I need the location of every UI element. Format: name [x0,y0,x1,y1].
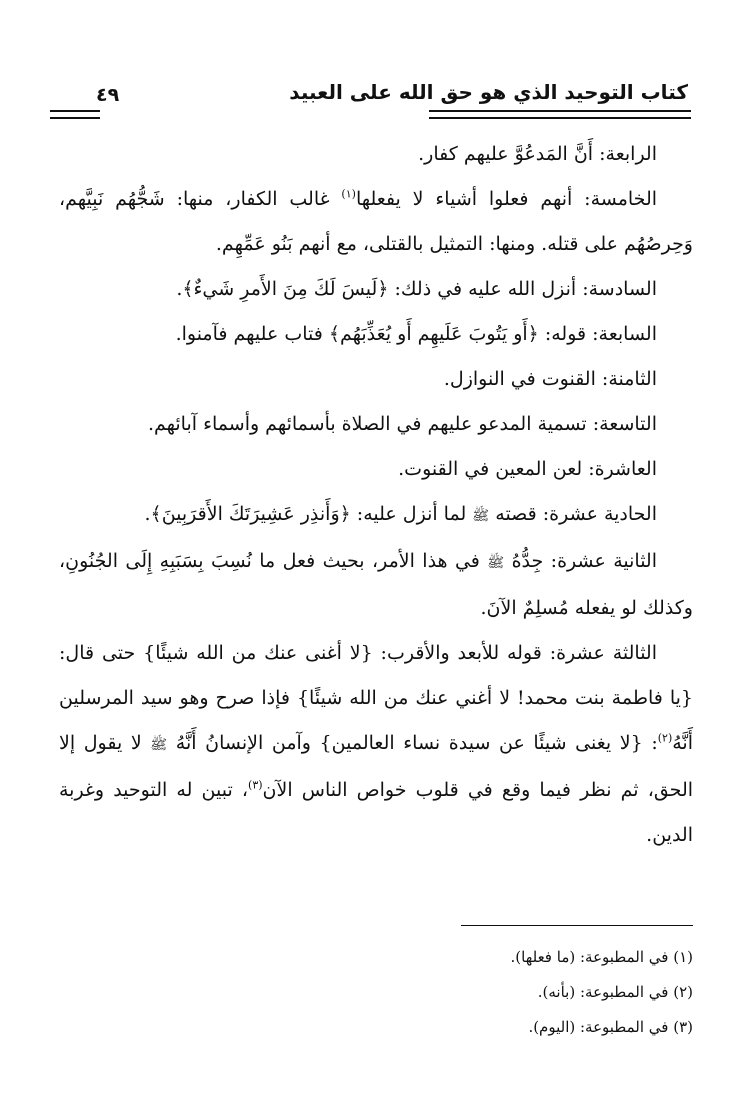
paragraph-text: الثامنة: القنوت في النوازل. [443,368,657,390]
paragraph-text: التاسعة: تسمية المدعو عليهم في الصلاة بأسمائهم وأسماء آبائهم. [147,413,657,435]
header-rule-left [50,110,100,119]
paragraph-text: لما أنزل عليه: ﴿وَأَنذِر عَشِيرَتَكَ الأَقرَبِينَ﴾. [144,503,473,525]
paragraph-text: العاشرة: لعن المعين في القنوت. [398,458,657,480]
footnote-3: (٣) في المطبوعة: (اليوم). [528,1018,693,1036]
paragraph-text: الثانية عشرة: جِدُّهُ [504,550,657,572]
footnote-ref[interactable]: (١) [341,187,356,201]
footnote-1: (١) في المطبوعة: (ما فعلها). [510,948,693,966]
paragraph-9th [59,402,693,447]
honorific-glyph: ﷺ [150,737,168,753]
running-title: كتاب التوحيد الذي هو حق الله على العبيد [289,80,688,104]
footnotes [59,940,693,1045]
paragraph-text: السابعة: قوله: ﴿أَو يَتُوبَ عَلَيهِم أَو يُعَذِّبَهُم﴾ فتاب عليهم فآمنوا. [175,323,657,345]
paragraph-text: ، تبين له التوحيد وغربة الدين. [59,779,693,846]
paragraph-11th [59,492,693,539]
paragraph-text: غالب الكفار، منها: شَجُّهُم نَبِيَّهم، وَحِرصُهُم على قتله. ومنها: التمثيل بالقتلى، مع أنهم بَنُو عَمِّهِم. [59,188,693,255]
paragraph-text: الحادية عشرة: قصته [489,503,657,525]
paragraph-8th [59,357,693,402]
paragraph-4th [59,132,693,177]
paragraph-6th [59,267,693,312]
paragraph-5th [59,177,693,267]
paragraph-10th [59,447,693,492]
paragraph-text: الثالثة عشرة: قوله للأبعد والأقرب: {لا أغنى عنك من الله شيئًا} حتى قال: {يا فاطمة بنت محمد! لا أغني عنك من الله شيئًا} فإذا صرح وهو سيد المرسلين أَنَّهُ [59,642,693,754]
paragraph-text: : {لا يغنى شيئًا عن سيدة نساء العالمين} وآمن الإنسانُ أَنَّهُ [167,732,658,754]
paragraph-12th [59,539,693,631]
footnote-separator [461,925,693,926]
footnote-ref[interactable]: (٢) [657,731,673,745]
footnote-2: (٢) في المطبوعة: (بأنه). [537,983,693,1001]
paragraph-text: الخامسة: أنهم فعلوا أشياء لا يفعلها [355,188,658,210]
footnote-ref[interactable]: (٣) [248,778,263,792]
header-rule-right [429,110,691,119]
paragraph-7th [59,312,693,357]
honorific-glyph: ﷺ [472,508,490,524]
paragraph-13th [59,631,693,858]
honorific-glyph: ﷺ [487,555,505,571]
paragraph-text: السادسة: أنزل الله عليه في ذلك: ﴿لَيسَ لَكَ مِنَ الأَمرِ شَيءٌ﴾. [176,278,657,300]
paragraph-text: الرابعة: أَنَّ المَدعُوَّ عليهم كفار. [418,143,657,165]
page-number: ٤٩ [96,84,120,106]
main-text [59,132,693,858]
paragraph-text: لا يقول إلا الحق، ثم نظر فيما وقع في قلوب خواص الناس الآن [59,732,694,801]
paragraph-text: في هذا الأمر، بحيث فعل ما نُسِبَ بِسَبَبِهِ إِلَى الجُنُونِ، وكذلك لو يفعله مُسلِمٌ الآنَ. [59,550,693,619]
